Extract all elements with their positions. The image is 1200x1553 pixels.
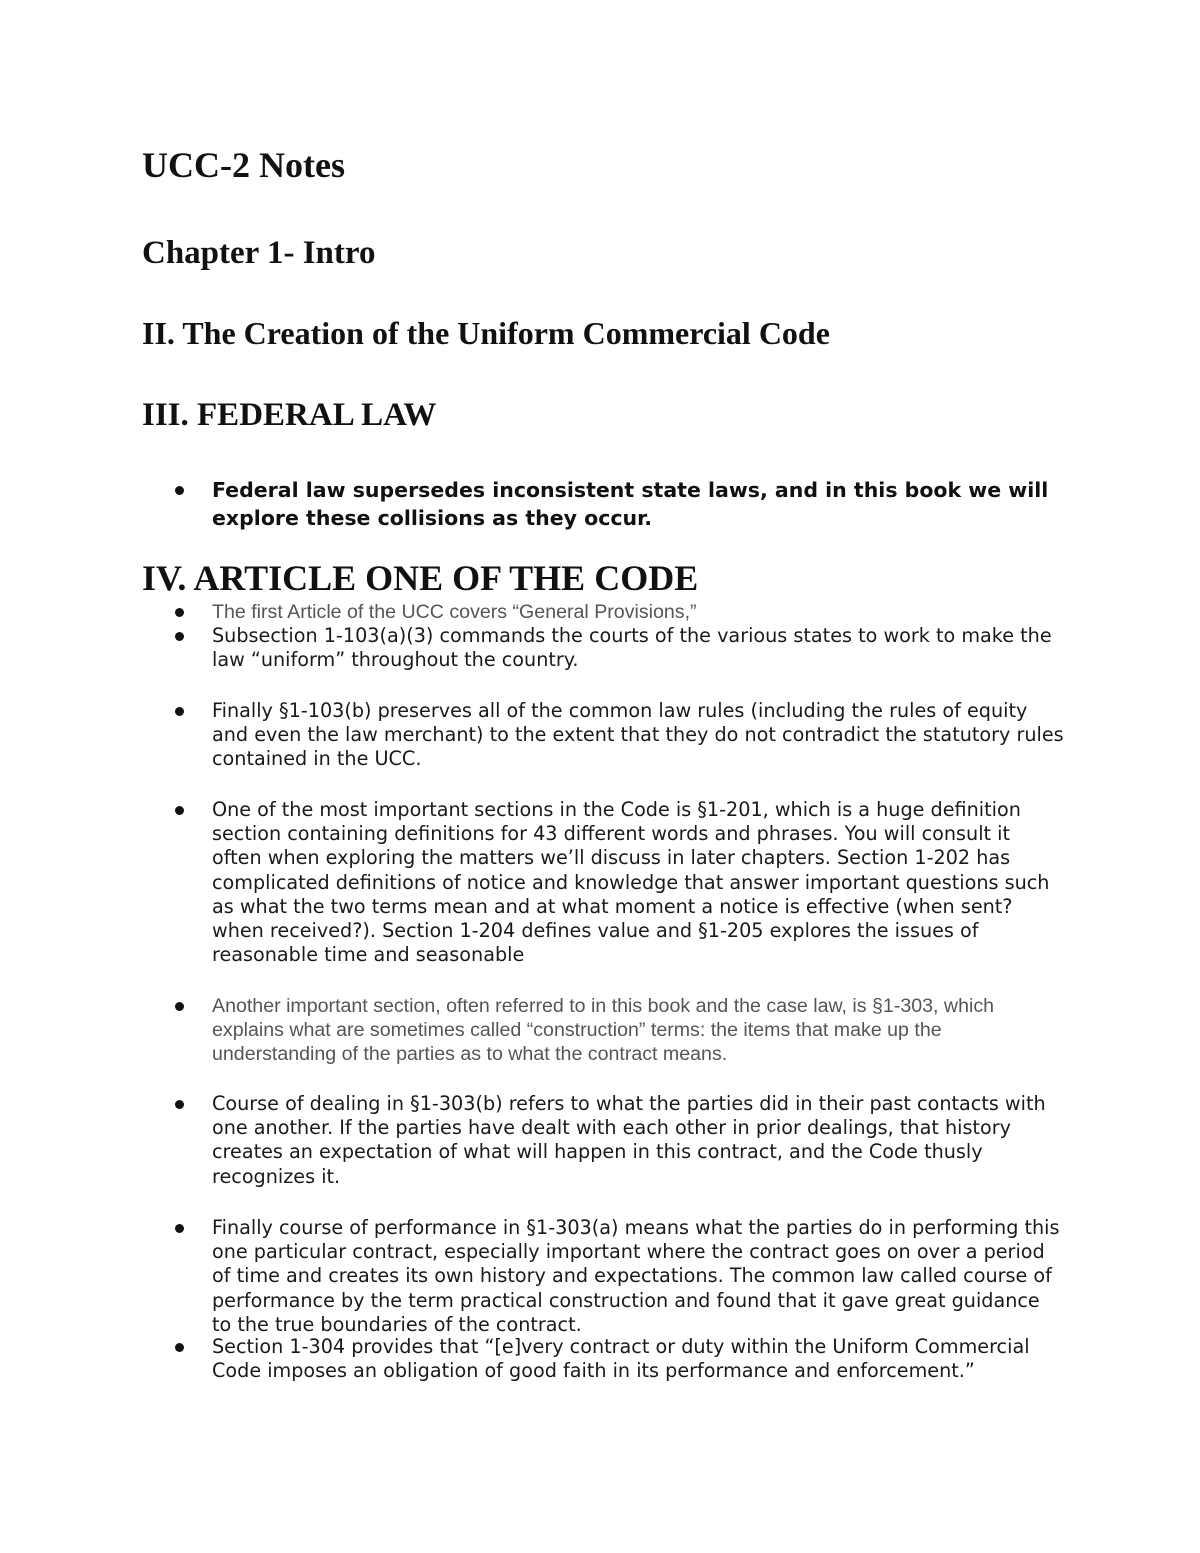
list-item-text: The first Article of the UCC covers “General Provisions,” — [212, 601, 697, 623]
list-item-text: Subsection 1-103(a)(3) commands the courts of the various states to work to make the law “uniform” throughout the country. — [212, 624, 1052, 672]
list-item-text: Course of dealing in §1-303(b) refers to what the parties did in their past contacts with one another. If the parties have dealt with each other in prior dealings, that history creates an expectation of what will happen in this contract, and the Code thusly recognizes it. — [212, 1092, 1046, 1188]
document-title: UCC-2 Notes — [142, 145, 345, 185]
bullet-icon — [175, 806, 184, 815]
chapter-heading: Chapter 1- Intro — [142, 235, 376, 271]
list-item-text: One of the most important sections in the Code is §1-201, which is a huge definition section containing definitions for 43 different words and phrases. You will consult it often when exploring the matters we’ll discuss in later chapters. Section 1-202 has complicated definitions of notice and knowledge that answer important questions such as what the two terms mean and at what moment a notice is effective (when sent? when received?). Section 1-204 defines value and §1-205 explores the issues of reasonable time and seasonable — [212, 798, 1050, 967]
section-4-heading: IV. ARTICLE ONE OF THE CODE — [142, 558, 699, 598]
list-item-text: Another important section, often referred to in this book and the case law, is §1-303, which explains what are sometimes called “construction” terms: the items that make up the understanding of the parties as to what the contract means. — [212, 995, 995, 1066]
list-item-text: Finally course of performance in §1-303(a) means what the parties do in performing this one particular contract, especially important where the contract goes on over a period of time and creates its own history and expectations. The common law called course of performance by the term practical construction and found that it gave great guidance to the true boundaries of the contract. — [212, 1216, 1060, 1336]
bullet-icon — [175, 1343, 184, 1352]
list-item-text: Federal law supersedes inconsistent state laws, and in this book we will explore these collisions as they occur. — [212, 478, 1049, 530]
bullet-icon — [175, 1002, 184, 1011]
bullet-icon — [175, 1100, 184, 1109]
list-item-text: Finally §1-103(b) preserves all of the common law rules (including the rules of equity and even the law merchant) to the extent that they do not contradict the statutory rules contained in the UCC. — [212, 699, 1064, 771]
bullet-icon — [175, 1224, 184, 1233]
list-item-text: Section 1-304 provides that “[e]very contract or duty within the Uniform Commercial Code imposes an obligation of good faith in its performance and enforcement.” — [212, 1335, 1030, 1383]
list-item — [175, 699, 1065, 772]
bullet-icon — [175, 486, 184, 495]
list-item — [175, 994, 1065, 1067]
list-item — [175, 1216, 1065, 1337]
list-item — [175, 624, 1065, 672]
list-item — [175, 476, 1065, 532]
section-3-heading: III. FEDERAL LAW — [142, 397, 437, 433]
section-2-heading: II. The Creation of the Uniform Commercial Code — [142, 315, 830, 351]
bullet-icon — [175, 632, 184, 641]
bullet-icon — [175, 608, 184, 617]
bullet-icon — [175, 707, 184, 716]
list-item — [175, 600, 1065, 624]
list-item — [175, 798, 1065, 967]
list-item — [175, 1335, 1065, 1383]
list-item — [175, 1092, 1065, 1189]
